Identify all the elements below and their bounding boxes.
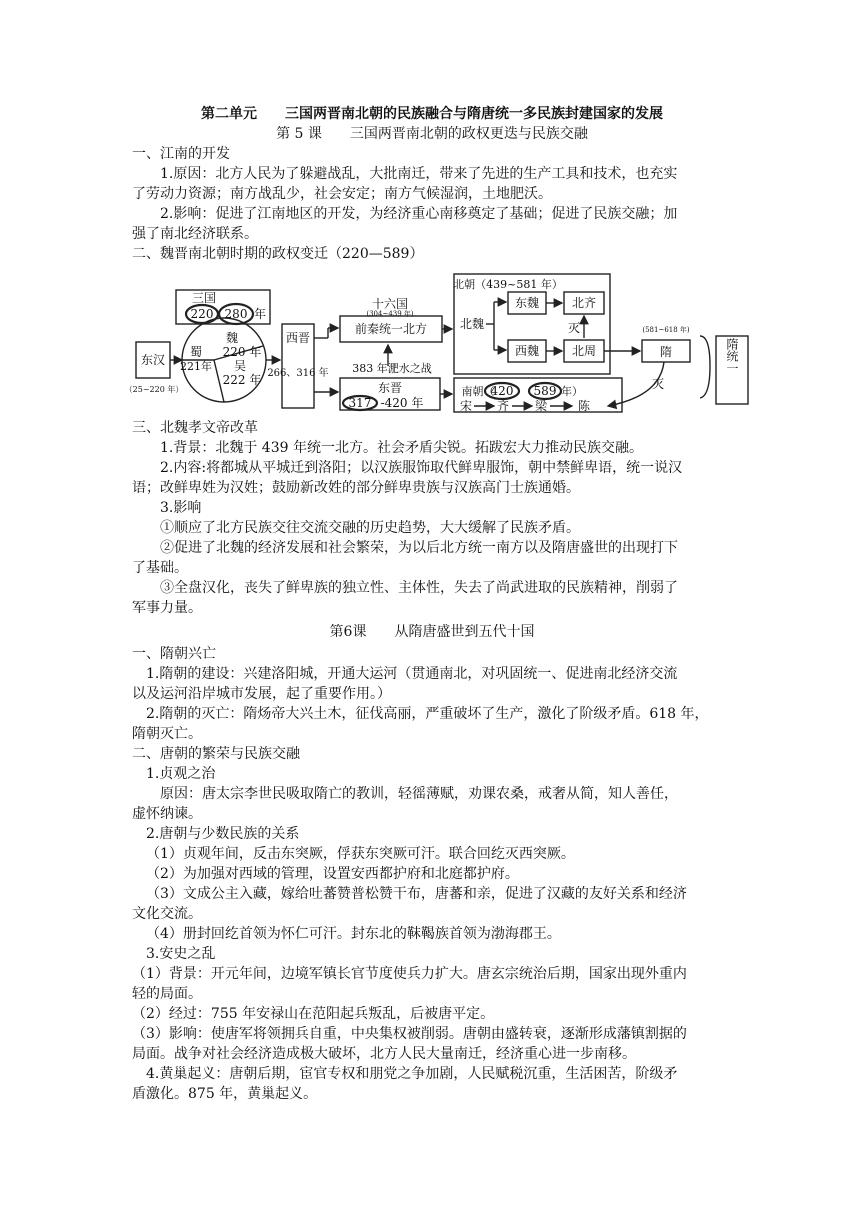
shiliuguo-years: (304~439 年) (366, 310, 414, 318)
paragraph-line: （2）为加强对西域的管理，设置安西都护府和北庭都护府。 (146, 866, 519, 882)
liang-label: 梁 (534, 399, 548, 413)
paragraph-line: 强了南北经济联系。 (132, 226, 258, 242)
paragraph-line: 虚怀纳谏。 (132, 806, 202, 822)
beiwei-label: 北魏 (459, 317, 485, 331)
paragraph-line: 隋朝灭亡。 (132, 726, 202, 742)
paragraph-line: ③全盘汉化，丧失了鲜卑族的独立性、主体性，失去了尚武进取的民族精神，削弱了 (160, 580, 678, 596)
year-label: 317 (348, 396, 372, 410)
beiqi-label: 北齐 (571, 296, 597, 310)
paragraph-line: 文化交流。 (132, 906, 202, 922)
xijin-years: 266、316 年 (267, 368, 329, 379)
mie-label: 灭 (567, 321, 581, 335)
qianqin-label: 前秦统一北方 (354, 322, 428, 336)
paragraph-line: （1）贞观年间，反击东突厥，俘获东突厥可汗。联合回纥灭西突厥。 (146, 846, 575, 862)
paragraph-line: （1）背景：开元年间，边境军镇长官节度使兵力扩大。唐玄宗统治后期，国家出现外重内 (132, 966, 687, 982)
paragraph-line: 2.唐朝与少数民族的关系 (146, 826, 300, 842)
lesson5-title: 第 5 课 三国两晋南北朝的政权更迭与民族交融 (276, 126, 588, 142)
paragraph-line: 1.背景：北魏于 439 年统一北方。社会矛盾尖锐。拓跋宏大力推动民族交融。 (160, 440, 643, 456)
year-label: 420 (490, 384, 514, 398)
dongwei-label: 东魏 (514, 296, 540, 310)
mie-label: 灭 (651, 377, 665, 391)
beichao-label: 北朝（439~581 年） (453, 278, 563, 291)
nanchao-label: 南朝（ (461, 385, 495, 398)
donghan-years: （25~220 年） (124, 385, 184, 394)
wu-label: 吴 (233, 359, 247, 373)
paragraph-line: 1.隋朝的建设：兴建洛阳城，开通大运河（贯通南北，对巩固统一、促进南北经济交流 (146, 666, 678, 682)
sanguo-label: 三国 (191, 291, 217, 305)
paragraph-line: ①顺应了北方民族交往交流交融的历史趋势，大大缓解了民族矛盾。 (160, 520, 580, 536)
paragraph-line: 2.隋朝的灭亡：隋炀帝大兴土木，征伐高丽，严重破坏了生产，激化了阶级矛盾。618 年， (146, 706, 709, 722)
paragraph-line: 2.内容:将都城从平城迁到洛阳；以汉族服饰取代鲜卑服饰，朝中禁鲜卑语，统一说汉 (160, 460, 683, 476)
unit-title: 第二单元 三国两晋南北朝的民族融合与隋唐统一多民族封建国家的发展 (201, 106, 663, 122)
paragraph-line: 3.影响 (160, 500, 202, 516)
shu-label: 蜀 (189, 345, 203, 359)
dongjin-label: 东晋 (377, 381, 403, 395)
wei-label: 魏 (225, 331, 239, 345)
suitongyi-label: 隋统一 (725, 338, 739, 374)
paragraph-line: 3.安史之乱 (146, 946, 216, 962)
paragraph-line: 局面。战争对社会经济造成极大破坏，北方人民大量南迁，经济重心进一步南移。 (132, 1046, 636, 1062)
paragraph-line: （3）文成公主入藏，嫁给吐蕃赞普松赞干布，唐蕃和亲，促进了汉藏的友好关系和经济 (146, 886, 687, 902)
sui-years: (581~618 年) (642, 326, 690, 334)
sui-label: 隋 (659, 345, 673, 359)
paragraph-line: 语；改鲜卑姓为汉姓；鼓励新改姓的部分鲜卑贵族与汉族高门士族通婚。 (132, 480, 580, 496)
wu-year: 222 年 (222, 373, 262, 387)
section-heading: 一、江南的开发 (132, 146, 230, 162)
paragraph-line: 以及运河沿岸城市发展，起了重要作用。） (132, 686, 391, 702)
paragraph-line: 1.原因：北方人民为了躲避战乱，大批南迁，带来了先进的生产工具和技术，也充实 (160, 166, 678, 182)
year-label: 280 (224, 307, 248, 321)
section-heading: 二、唐朝的繁荣与民族交融 (132, 746, 300, 762)
paragraph-line: 原因：唐太宗李世民吸取隋亡的教训，轻徭薄赋，劝课农桑，戒奢从简，知人善任， (160, 786, 678, 802)
paragraph-line: 1.贞观之治 (146, 766, 216, 782)
shiliuguo-label: 十六国 (371, 297, 409, 311)
xijin-label: 西晋 (285, 331, 311, 345)
section-heading: 三、北魏孝文帝改革 (132, 420, 258, 436)
wei-year: 220 年 (222, 345, 262, 359)
year-label: 220 (190, 307, 214, 321)
chen-label: 陈 (577, 399, 591, 413)
paragraph-line: （4）册封回纥首领为怀仁可汗。封东北的靺鞨族首领为渤海郡王。 (146, 926, 561, 942)
bracket (700, 336, 710, 398)
year-label: 589 (533, 384, 557, 398)
shu-year: 221年 (180, 360, 212, 373)
year-label: 年 (253, 307, 267, 321)
paragraph-line: 盾激化。875 年，黄巢起义。 (132, 1086, 318, 1102)
year-label: -420 年 (380, 396, 424, 410)
paragraph-line: 了基础。 (132, 560, 188, 576)
paragraph-line: 轻的局面。 (132, 986, 202, 1002)
nanchao-end: 年） (561, 385, 583, 398)
section-heading: 二、魏晋南北朝时期的政权变迁（220—589） (132, 246, 424, 262)
qi-label: 齐 (496, 399, 510, 413)
xiwei-label: 西魏 (514, 344, 540, 358)
regime-change-diagram (124, 266, 739, 416)
paragraph-line: （3）影响：使唐军将领拥兵自重，中央集权被削弱。唐朝由盛转衰，逐渐形成藩镇割据的 (132, 1026, 687, 1042)
section-heading: 一、隋朝兴亡 (132, 646, 216, 662)
beizhou-label: 北周 (571, 344, 597, 358)
paragraph-line: ②促进了北魏的经济发展和社会繁荣，为以后北方统一南方以及隋唐盛世的出现打下 (160, 540, 678, 556)
feishui-label: 383 年淝水之战 (352, 362, 432, 375)
donghan-label: 东汉 (140, 353, 166, 367)
paragraph-line: 2.影响：促进了江南地区的开发，为经济重心南移奠定了基础；促进了民族交融；加 (160, 206, 678, 222)
paragraph-line: 军事力量。 (132, 600, 202, 616)
paragraph-line: （2）经过：755 年安禄山在范阳起兵叛乱，后被唐平定。 (132, 1006, 495, 1022)
paragraph-line: 了劳动力资源；南方战乱少，社会安定；南方气候湿润，土地肥沃。 (132, 186, 552, 202)
lesson6-title: 第6课 从隋唐盛世到五代十国 (329, 624, 535, 640)
song-label: 宋 (459, 399, 473, 413)
paragraph-line: 4.黄巢起义：唐朝后期，宦官专权和朋党之争加剧，人民赋税沉重，生活困苦，阶级矛 (146, 1066, 678, 1082)
